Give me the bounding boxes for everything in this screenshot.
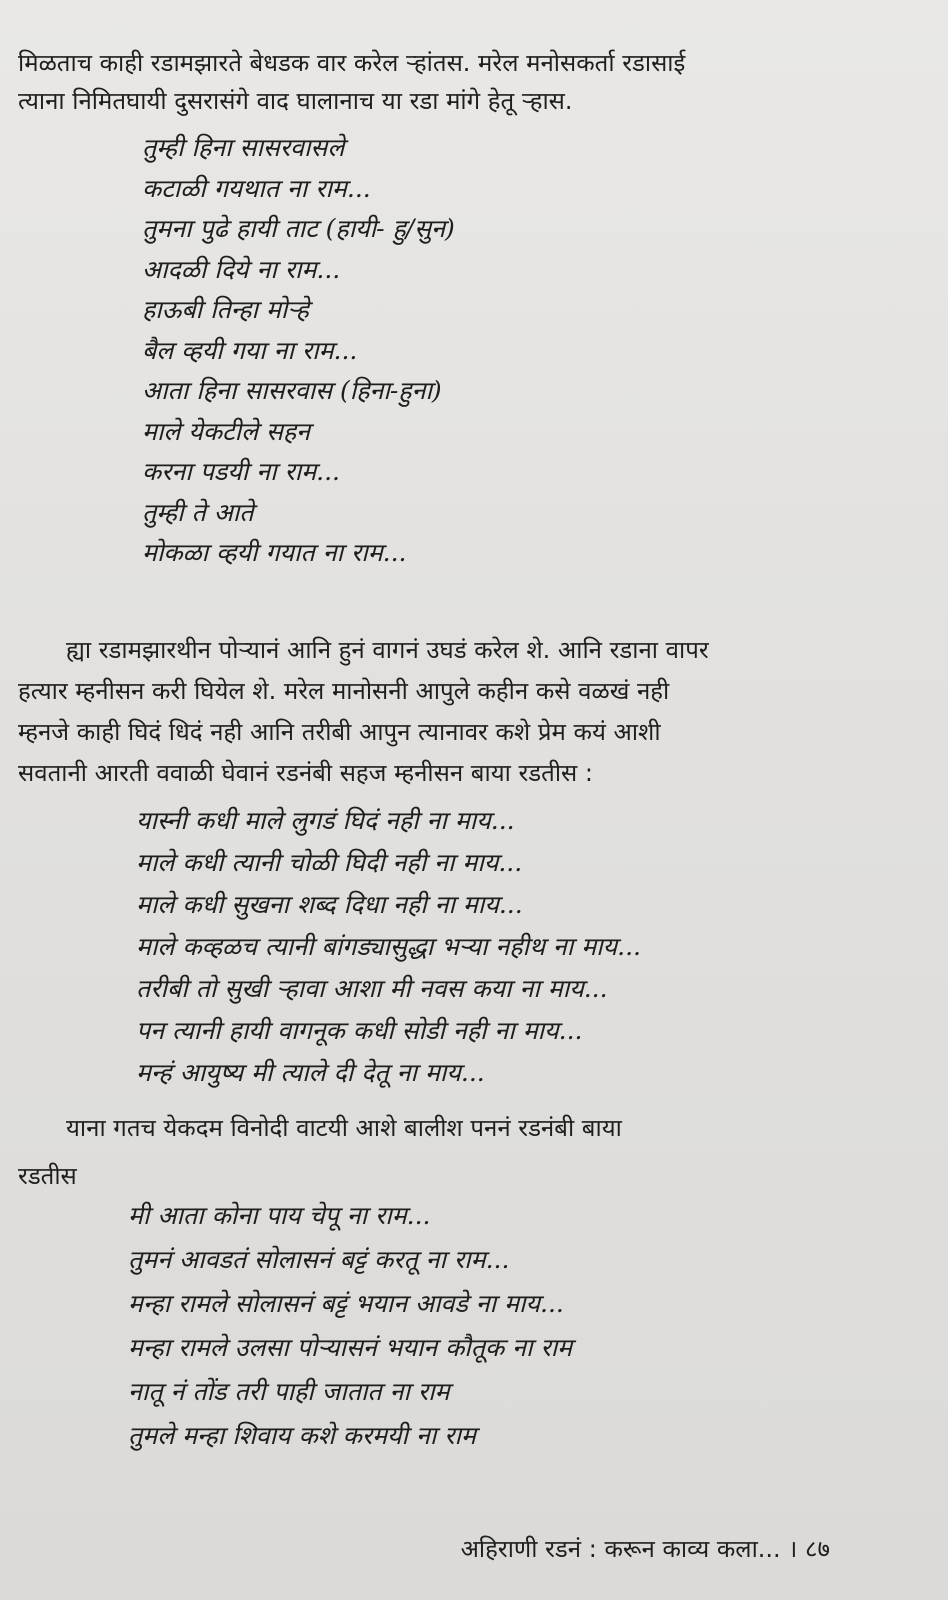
- verse-line: मी आता कोना पाय चेपू ना राम...: [128, 1201, 431, 1230]
- verse-line: मोकळा व्हयी गयात ना राम...: [142, 538, 407, 567]
- verse-line: नातू नं तोंड तरी पाही जातात ना राम: [128, 1377, 450, 1406]
- verse-line: माले कधी सुखना शब्द दिधा नही ना माय...: [136, 890, 523, 919]
- verse-line: तुमना पुढे हायी ताट (हायी- हु/सुन): [142, 214, 455, 243]
- verse-line: बैल व्हयी गया ना राम...: [142, 335, 358, 365]
- verse-line: करना पडयी ना राम...: [142, 457, 341, 486]
- paragraph-middle: [18, 630, 926, 794]
- verse-line: पन त्यानी हायी वागनूक कधी सोडी नही ना माय...: [136, 1016, 583, 1045]
- paragraph-intro: [18, 44, 926, 120]
- verse-sasurvas: [142, 128, 455, 574]
- text-line: रडतीस: [18, 1162, 77, 1190]
- text-line: मिळताच काही रडामझारते बेधडक वार करेल ऱ्हांतस. मरेल मनोसकर्ता रडासाई: [18, 49, 686, 77]
- verse-line: तरीबी तो सुखी ऱ्हावा आशा मी नवस कया ना माय...: [136, 974, 608, 1003]
- text-line: सवतानी आरती ववाळी घेवानं रडनंबी सहज म्हनीसन बाया रडतीस :: [18, 759, 593, 787]
- verse-line: यास्नी कधी माले लुगडं घिदं नही ना माय...: [136, 806, 515, 835]
- verse-line: आता हिना सासरवास (हिना-हुना): [142, 376, 442, 405]
- verse-may: [136, 800, 641, 1094]
- verse-line: आदळी दिये ना राम...: [142, 254, 341, 284]
- verse-line: तुमनं आवडतं सोलासनं बट्टं करतू ना राम...: [128, 1245, 510, 1274]
- verse-line: तुम्ही हिना सासरवासले: [142, 133, 345, 162]
- verse-line: माले येकटीले सहन: [142, 416, 311, 446]
- verse-line: मन्हं आयुष्य मी त्याले दी देतू ना माय...: [136, 1058, 485, 1087]
- text-line: म्हनजे काही घिदं धिदं नही आनि तरीबी आपुन त्यानावर कशे प्रेम कयं आशी: [18, 718, 661, 746]
- verse-line: माले कधी त्यानी चोळी घिदी नही ना माय...: [136, 848, 523, 877]
- verse-line: मन्हा रामले उलसा पोऱ्यासनं भयान कौतूक ना राम: [128, 1333, 573, 1362]
- verse-line: तुमले मन्हा शिवाय कशे करमयी ना राम: [128, 1421, 476, 1450]
- text-line: हत्यार म्हनीसन करी घियेल शे. मरेल मानोसनी आपुले कहीन कसे वळखं नही: [18, 677, 670, 705]
- paragraph-lead-in: [18, 1104, 926, 1200]
- text-line: याना गतच येकदम विनोदी वाटयी आशे बालीश पननं रडनंबी बाया: [66, 1114, 622, 1142]
- verse-line: माले कव्हळच त्यानी बांगड्यासुद्धा भऱ्या नहीथ ना माय...: [136, 932, 641, 961]
- verse-line: हाऊबी तिन्हा मोऱ्हे: [142, 295, 309, 324]
- verse-line: तुम्ही ते आते: [142, 497, 254, 527]
- page-footer: अहिराणी रडनं : करून काव्य कला... । ८७: [460, 1535, 830, 1563]
- verse-line: कटाळी गयथात ना राम...: [142, 173, 371, 203]
- verse-ram: [128, 1194, 572, 1458]
- text-line: त्याना निमितघायी दुसरासंगे वाद घालानाच या रडा मांगे हेतू ऱ्हास.: [18, 87, 573, 115]
- text-line: ह्या रडामझारथीन पोऱ्यानं आनि हुनं वागनं उघडं करेल शे. आनि रडाना वापर: [66, 636, 709, 664]
- verse-line: मन्हा रामले सोलासनं बट्टं भयान आवडे ना माय...: [128, 1289, 564, 1318]
